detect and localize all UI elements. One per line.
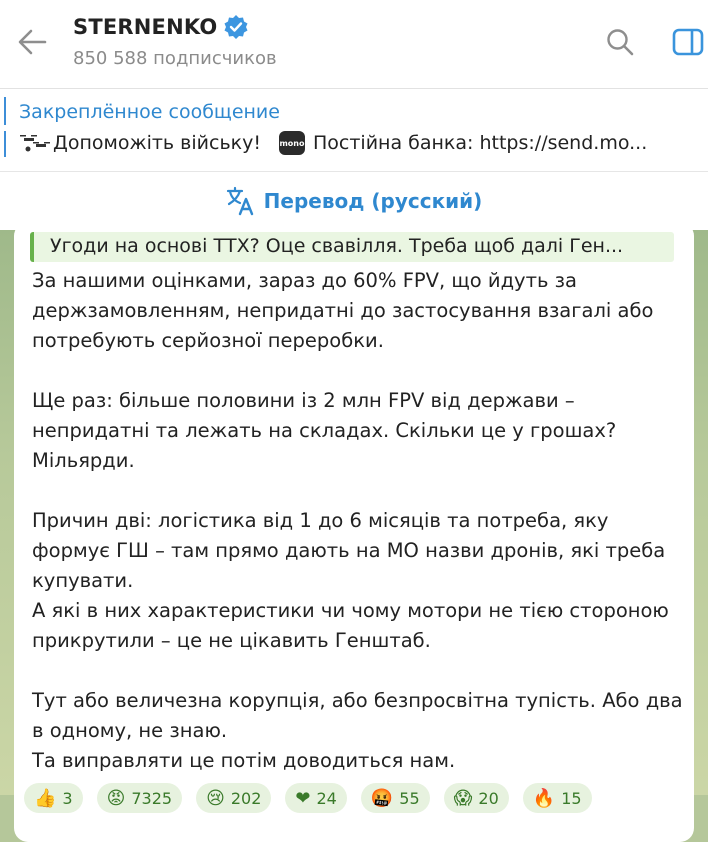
search-icon	[605, 27, 635, 57]
reaction-chip[interactable]	[196, 783, 271, 813]
pinned-text-part2: Постійна банка: https://send.mo...	[312, 132, 648, 154]
search-button[interactable]	[602, 24, 638, 60]
pinned-text-part1: Допоможіть війську!	[53, 132, 261, 154]
channel-header	[0, 0, 708, 89]
reaction-emoji: 😱	[453, 787, 473, 809]
reaction-chip[interactable]	[444, 783, 509, 813]
mono-bank-icon: mono	[279, 131, 305, 155]
pinned-title: Закреплённое сообщение	[19, 101, 280, 123]
verified-badge-icon	[223, 14, 249, 40]
reaction-emoji: 👍	[34, 787, 57, 809]
reaction-chip[interactable]	[97, 783, 182, 813]
reaction-chip[interactable]	[523, 783, 592, 813]
message-paragraph: Причин дві: логістика від 1 до 6 місяців та потреба, яку формує ГШ – там прямо дають на МО назви дронів, які треба купувати. А які в них характеристики чи чому мотори не тією стороною прикрутили – це не цікавить Генштаб.	[32, 509, 669, 652]
reply-quote[interactable]: Угоди на основі ТТХ? Оце свавілля. Треба щоб далі Ген...	[30, 232, 674, 262]
reaction-emoji: 🔥	[532, 787, 556, 809]
pinned-indicator	[4, 131, 6, 157]
reaction-chip[interactable]	[285, 783, 346, 813]
pinned-text	[19, 131, 647, 155]
sidebar-panel-icon	[672, 28, 704, 56]
message-text	[32, 266, 684, 806]
message-paragraph: За нашими оцінками, зараз до 60% FPV, що йдуть за держзамовленням, непридатні до застосування взагалі або потребують серйозної переробки.	[32, 269, 654, 352]
reaction-chip[interactable]	[361, 783, 430, 813]
reaction-count: 24	[316, 788, 337, 808]
message-paragraph: Ще раз: більше половини із 2 млн FPV від держави – непридатні та лежать на складах. Скільки це у грошах? Мільярди.	[32, 389, 617, 472]
message-paragraph: Тут або величезна корупція, або безпросвітна тупість. Або два в одному, не знаю. Та виправляти це потім доводиться нам.	[32, 689, 683, 772]
reaction-emoji: 🤬	[370, 787, 394, 809]
pinned-indicator	[4, 97, 6, 125]
reaction-count: 15	[561, 788, 582, 808]
translate-icon	[226, 186, 256, 216]
reaction-emoji: ❤	[295, 787, 311, 809]
reaction-count: 55	[399, 788, 420, 808]
sidebar-toggle-button[interactable]	[670, 24, 706, 60]
reaction-count: 20	[478, 788, 499, 808]
reaction-count: 3	[62, 788, 73, 808]
subscriber-count: 850 588 подписчиков	[73, 48, 277, 69]
reactions-row	[24, 783, 592, 813]
reaction-count: 7325	[131, 788, 173, 808]
back-button[interactable]	[14, 26, 50, 58]
translate-label: Перевод (русский)	[263, 189, 483, 213]
channel-title[interactable]: STERNENKO	[73, 15, 218, 39]
drones-icon	[19, 132, 51, 154]
reaction-emoji: 😡	[106, 787, 126, 809]
reaction-count: 202	[230, 788, 262, 808]
arrow-left-icon	[17, 29, 47, 55]
reaction-emoji: 😢	[206, 787, 225, 809]
reaction-chip[interactable]	[24, 783, 83, 813]
